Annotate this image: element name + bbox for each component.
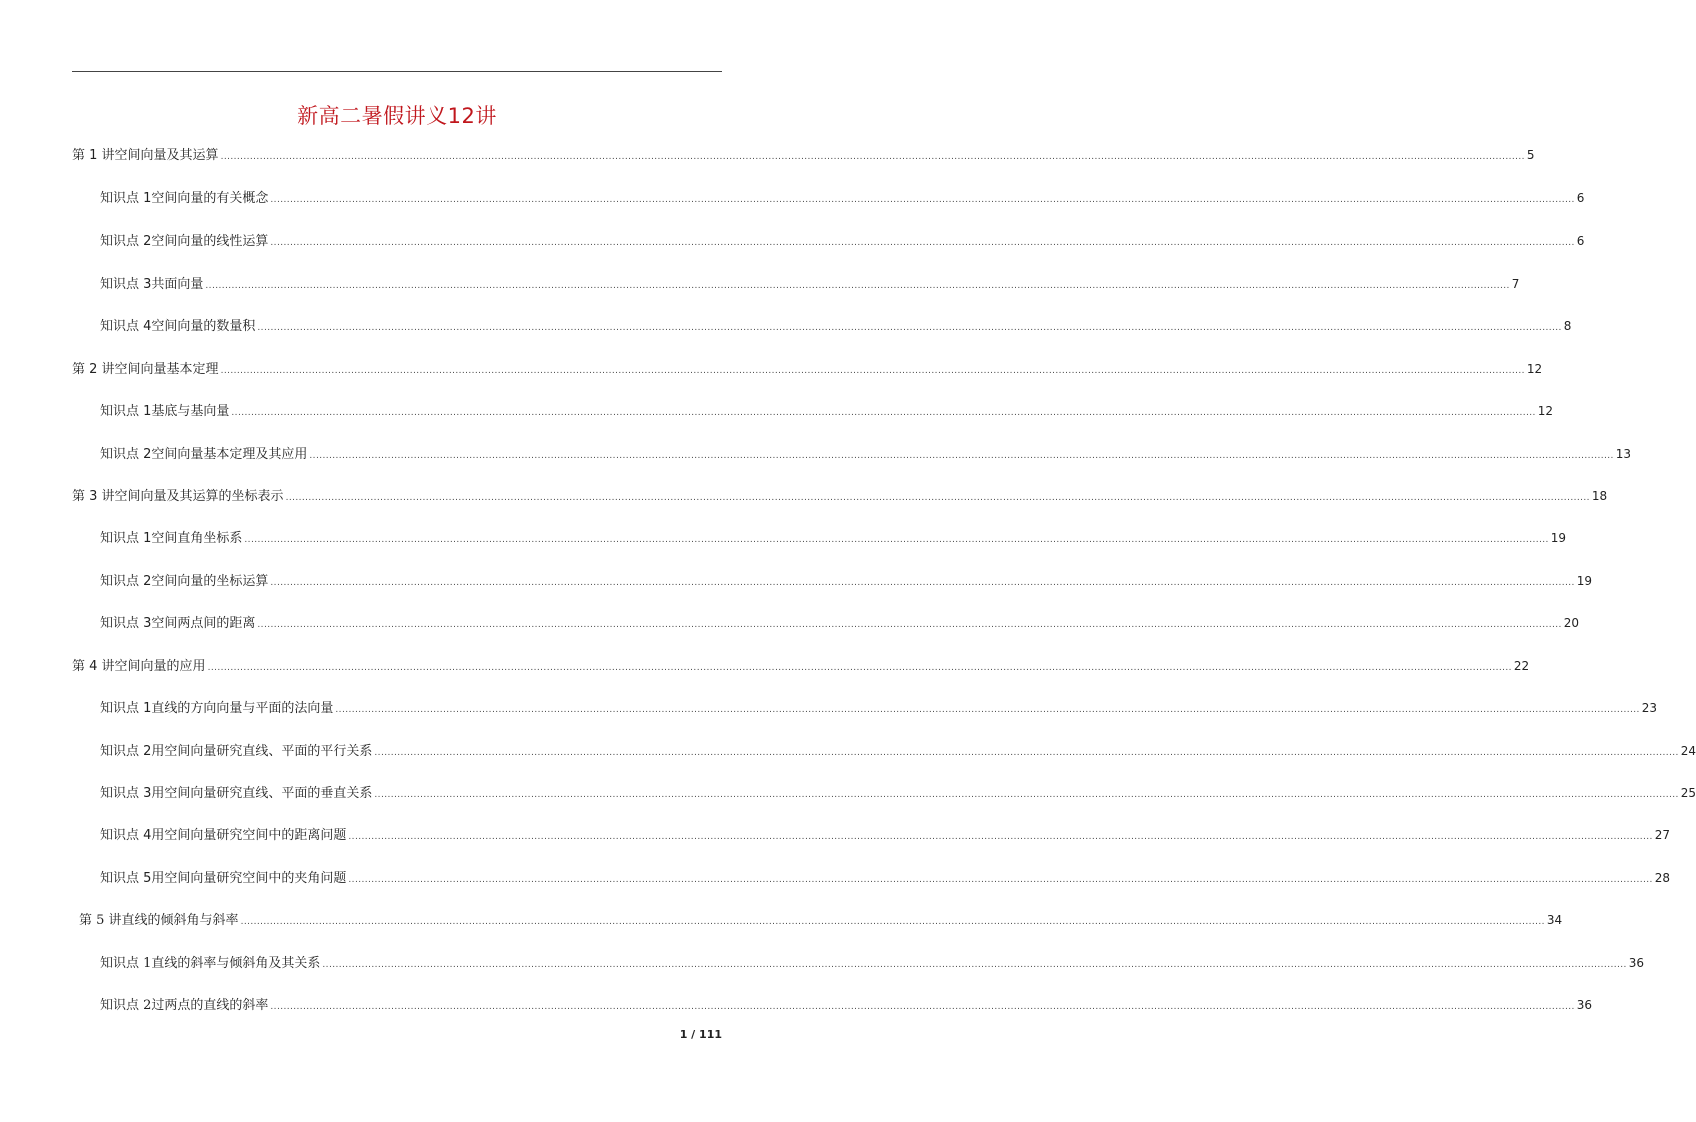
toc-section-entry[interactable] <box>100 189 1585 209</box>
toc-entry-title: 用空间向量研究直线、平面的垂直关系 <box>151 786 373 801</box>
toc-entry-number: 知识点 4 <box>100 828 152 843</box>
toc-leader-dots: ................................................................................................................................................................................................................................................................................................................................................................................................................ <box>270 1002 1575 1012</box>
toc-leader-dots: ................................................................................................................................................................................................................................................................................................................................................................................................................ <box>335 705 1640 715</box>
toc-entry-number: 第 4 讲 <box>72 659 115 674</box>
toc-entry-page-number: 5 <box>1526 148 1535 162</box>
toc-chapter-entry[interactable] <box>72 657 1530 677</box>
toc-leader-dots: ................................................................................................................................................................................................................................................................................................................................................................................................................ <box>348 875 1653 885</box>
toc-leader-dots: ................................................................................................................................................................................................................................................................................................................................................................................................................ <box>244 535 1549 545</box>
toc-entry-number: 知识点 2 <box>100 447 152 462</box>
toc-entry-page-number: 25 <box>1680 786 1696 800</box>
toc-leader-dots: ................................................................................................................................................................................................................................................................................................................................................................................................................ <box>322 960 1627 970</box>
toc-entry-number: 知识点 4 <box>100 319 152 334</box>
toc-leader-dots: ................................................................................................................................................................................................................................................................................................................................................................................................................ <box>285 493 1590 503</box>
toc-entry-page-number: 8 <box>1563 319 1572 333</box>
toc-leader-dots: ................................................................................................................................................................................................................................................................................................................................................................................................................ <box>207 663 1512 673</box>
toc-section-entry[interactable] <box>100 996 1593 1016</box>
toc-leader-dots: ................................................................................................................................................................................................................................................................................................................................................................................................................ <box>270 195 1575 205</box>
toc-entry-page-number: 34 <box>1546 913 1563 927</box>
toc-chapter-entry[interactable] <box>72 487 1608 507</box>
toc-entry-number: 知识点 2 <box>100 998 152 1013</box>
toc-section-entry[interactable] <box>100 699 1658 719</box>
toc-section-entry[interactable] <box>100 402 1554 422</box>
toc-entry-page-number: 7 <box>1511 277 1520 291</box>
toc-entry-title: 空间向量的数量积 <box>151 319 256 334</box>
toc-section-entry[interactable] <box>100 529 1567 549</box>
toc-entry-page-number: 27 <box>1654 828 1671 842</box>
toc-leader-dots: ................................................................................................................................................................................................................................................................................................................................................................................................................ <box>231 408 1536 418</box>
toc-entry-number: 知识点 1 <box>100 701 152 716</box>
toc-leader-dots: ................................................................................................................................................................................................................................................................................................................................................................................................................ <box>205 281 1510 291</box>
toc-leader-dots: ................................................................................................................................................................................................................................................................................................................................................................................................................ <box>270 238 1575 248</box>
toc-entry-page-number: 12 <box>1537 404 1554 418</box>
toc-section-entry[interactable] <box>100 317 1572 337</box>
toc-entry-number: 知识点 2 <box>100 574 152 589</box>
toc-leader-dots: ................................................................................................................................................................................................................................................................................................................................................................................................................ <box>309 451 1614 461</box>
toc-entry-page-number: 6 <box>1576 234 1585 248</box>
toc-chapter-entry[interactable] <box>72 146 1535 166</box>
toc-entry-title: 直线的倾斜角与斜率 <box>121 913 239 928</box>
toc-entry-page-number: 36 <box>1628 956 1645 970</box>
toc-entry-title: 直线的斜率与倾斜角及其关系 <box>151 956 321 971</box>
toc-chapter-entry[interactable] <box>79 911 1563 931</box>
toc-section-entry[interactable] <box>100 232 1585 252</box>
toc-entry-title: 空间向量的线性运算 <box>151 234 269 249</box>
toc-section-entry[interactable] <box>100 445 1632 465</box>
toc-section-entry[interactable] <box>100 742 1696 762</box>
toc-entry-title: 空间向量基本定理 <box>114 362 219 377</box>
toc-entry-page-number: 19 <box>1550 531 1567 545</box>
document-title: 新高二暑假讲义12讲 <box>297 104 497 128</box>
toc-entry-page-number: 23 <box>1641 701 1658 715</box>
toc-entry-number: 知识点 1 <box>100 404 152 419</box>
toc-entry-page-number: 20 <box>1563 616 1580 630</box>
toc-entry-number: 知识点 3 <box>100 786 152 801</box>
toc-entry-title: 空间向量的应用 <box>114 659 206 674</box>
toc-entry-page-number: 19 <box>1576 574 1593 588</box>
toc-entry-title: 空间向量及其运算的坐标表示 <box>114 489 284 504</box>
toc-leader-dots: ................................................................................................................................................................................................................................................................................................................................................................................................................ <box>257 620 1562 630</box>
toc-entry-number: 第 2 讲 <box>72 362 115 377</box>
toc-entry-title: 用空间向量研究空间中的距离问题 <box>151 828 347 843</box>
toc-entry-number: 知识点 1 <box>100 191 152 206</box>
toc-entry-number: 第 5 讲 <box>79 913 122 928</box>
toc-section-entry[interactable] <box>100 572 1593 592</box>
toc-entry-page-number: 22 <box>1513 659 1530 673</box>
toc-leader-dots: ................................................................................................................................................................................................................................................................................................................................................................................................................ <box>374 748 1679 758</box>
toc-entry-number: 知识点 1 <box>100 531 152 546</box>
toc-entry-page-number: 28 <box>1654 871 1671 885</box>
toc-section-entry[interactable] <box>100 869 1671 889</box>
toc-section-entry[interactable] <box>100 614 1580 634</box>
toc-entry-page-number: 24 <box>1680 744 1696 758</box>
toc-entry-title: 直线的方向向量与平面的法向量 <box>151 701 334 716</box>
toc-entry-number: 第 3 讲 <box>72 489 115 504</box>
toc-leader-dots: ................................................................................................................................................................................................................................................................................................................................................................................................................ <box>374 790 1679 800</box>
toc-leader-dots: ................................................................................................................................................................................................................................................................................................................................................................................................................ <box>348 832 1653 842</box>
toc-leader-dots: ................................................................................................................................................................................................................................................................................................................................................................................................................ <box>270 578 1575 588</box>
toc-entry-title: 空间向量的坐标运算 <box>151 574 269 589</box>
toc-entry-page-number: 12 <box>1526 362 1543 376</box>
toc-section-entry[interactable] <box>100 275 1520 295</box>
toc-entry-title: 用空间向量研究直线、平面的平行关系 <box>151 744 373 759</box>
page-indicator: 1 / 111 <box>679 1028 722 1041</box>
toc-entry-page-number: 36 <box>1576 998 1593 1012</box>
toc-entry-page-number: 18 <box>1591 489 1608 503</box>
toc-leader-dots: ................................................................................................................................................................................................................................................................................................................................................................................................................ <box>257 323 1562 333</box>
toc-entry-page-number: 13 <box>1615 447 1632 461</box>
toc-chapter-entry[interactable] <box>72 360 1543 380</box>
toc-entry-title: 空间向量基本定理及其应用 <box>151 447 308 462</box>
toc-entry-number: 知识点 1 <box>100 956 152 971</box>
toc-entry-page-number: 6 <box>1576 191 1585 205</box>
toc-leader-dots: ................................................................................................................................................................................................................................................................................................................................................................................................................ <box>220 152 1525 162</box>
toc-entry-title: 空间两点间的距离 <box>151 616 256 631</box>
toc-entry-number: 知识点 3 <box>100 277 152 292</box>
toc-entry-title: 共面向量 <box>151 277 204 292</box>
toc-entry-title: 过两点的直线的斜率 <box>151 998 269 1013</box>
toc-entry-number: 知识点 5 <box>100 871 152 886</box>
toc-section-entry[interactable] <box>100 954 1645 974</box>
toc-entry-number: 知识点 2 <box>100 234 152 249</box>
toc-section-entry[interactable] <box>100 826 1671 846</box>
toc-leader-dots: ................................................................................................................................................................................................................................................................................................................................................................................................................ <box>240 917 1545 927</box>
toc-entry-number: 知识点 3 <box>100 616 152 631</box>
toc-entry-title: 基底与基向量 <box>151 404 230 419</box>
toc-leader-dots: ................................................................................................................................................................................................................................................................................................................................................................................................................ <box>220 366 1525 376</box>
toc-entry-title: 用空间向量研究空间中的夹角问题 <box>151 871 347 886</box>
toc-section-entry[interactable] <box>100 784 1696 804</box>
toc-entry-number: 第 1 讲 <box>72 148 115 163</box>
toc-entry-title: 空间向量及其运算 <box>114 148 219 163</box>
toc-entry-title: 空间向量的有关概念 <box>151 191 269 206</box>
toc-entry-title: 空间直角坐标系 <box>151 531 243 546</box>
toc-entry-number: 知识点 2 <box>100 744 152 759</box>
